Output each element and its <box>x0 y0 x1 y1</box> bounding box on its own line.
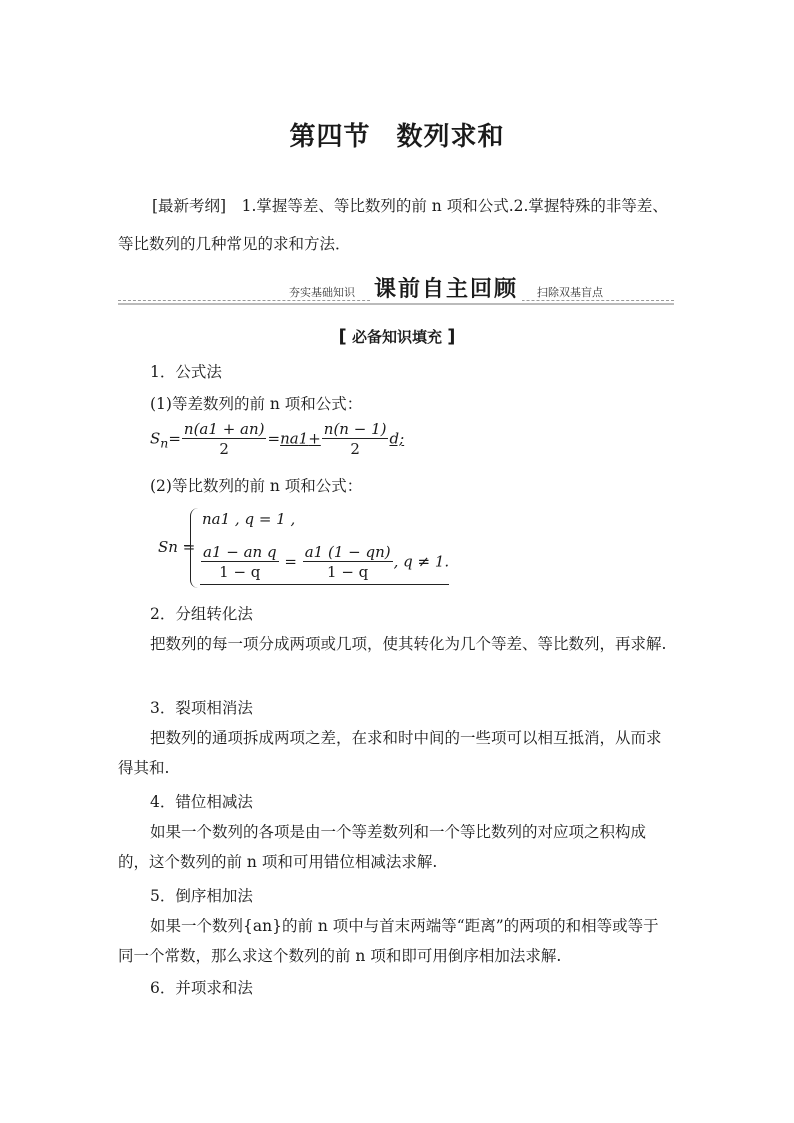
formula-eq-2: = <box>267 429 281 448</box>
fraction-1-numerator: n(a1 + an) <box>183 420 265 438</box>
banner-right-text: 扫除双基盲点 <box>534 284 606 300</box>
fraction-3 <box>201 543 279 582</box>
arithmetic-sum-label: (1)等差数列的前 n 项和公式： <box>150 395 363 413</box>
formula-na1: na1 <box>280 429 309 448</box>
shift-subtract-method-body: 如果一个数列的各项是由一个等差数列和一个等比数列的对应项之积构成的，这个数列的前 n 项和可用错位相减法求解. <box>118 823 647 871</box>
arithmetic-sum-formula <box>150 420 404 459</box>
exam-outline: [最新考纲] 1.掌握等差、等比数列的前 n 项和公式.2.掌握特殊的非等差、等比数列的几种常见的求和方法． <box>118 197 668 253</box>
banner-left-text: 夯实基础知识 <box>286 284 358 300</box>
formula-eq: = <box>168 429 181 448</box>
heading-reverse-add-method: 5．倒序相加法 <box>150 887 253 905</box>
grouping-method-body: 把数列的每一项分成两项或几项，使其转化为几个等差、等比数列，再求解. <box>150 635 667 653</box>
heading-merge-terms-method: 6．并项求和法 <box>150 979 253 997</box>
heading-formula-method: 1．公式法 <box>150 363 222 381</box>
heading-shift-subtract-method: 4．错位相减法 <box>150 793 253 811</box>
case-2-eq: = <box>284 552 297 571</box>
fraction-2-denominator: 2 <box>350 440 360 458</box>
knowledge-section-tag <box>0 326 794 347</box>
fraction-1-denominator: 2 <box>219 440 229 458</box>
right-bracket-icon: ] <box>447 326 456 347</box>
fraction-3-numerator: a1 − an q <box>203 543 277 561</box>
formula-lhs: S <box>150 429 161 448</box>
formula-plus: + <box>308 429 321 448</box>
section-tag-label: 必备知识填充 <box>351 328 442 346</box>
fraction-4-denominator: 1 − q <box>327 563 369 581</box>
geometric-sum-label: (2)等比数列的前 n 项和公式： <box>150 477 363 495</box>
fraction-4-numerator: a1 (1 − qn) <box>304 543 391 561</box>
telescoping-method-body: 把数列的通项拆成两项之差，在求和时中间的一些项可以相互抵消，从而求得其和. <box>118 729 662 777</box>
fraction-2-numerator: n(n − 1) <box>323 420 387 438</box>
fraction-3-denominator: 1 − q <box>219 563 261 581</box>
fraction-1 <box>182 420 267 459</box>
heading-grouping-method: 2．分组转化法 <box>150 605 253 623</box>
banner-solid-rule <box>118 303 674 305</box>
left-bracket-icon: [ <box>338 326 347 347</box>
geometric-sum-lhs: Sn = <box>158 538 196 556</box>
section-banner <box>118 272 674 306</box>
brace-icon <box>190 508 199 588</box>
brace-tip <box>184 545 190 546</box>
geometric-case-2 <box>200 543 449 585</box>
fraction-2 <box>322 420 389 459</box>
reverse-add-method-body: 如果一个数列{an}的前 n 项中与首末两端等“距离”的两项的和相等或等于同一个常数，那么求这个数列的前 n 项和即可用倒序相加法求解. <box>118 917 659 965</box>
formula-lhs-sub: n <box>160 435 169 451</box>
case-2-condition: , q ≠ 1. <box>393 552 450 571</box>
banner-center-text: 课前自主回顾 <box>370 272 522 303</box>
heading-telescoping-method: 3．裂项相消法 <box>150 699 253 717</box>
geometric-case-1: na1 , q = 1 , <box>202 510 296 528</box>
fraction-4 <box>303 543 393 582</box>
formula-tail: d; <box>389 429 405 448</box>
title-topic: 数列求和 <box>396 122 505 152</box>
title-section-number: 第四节 <box>289 122 371 152</box>
page-title <box>0 116 794 153</box>
